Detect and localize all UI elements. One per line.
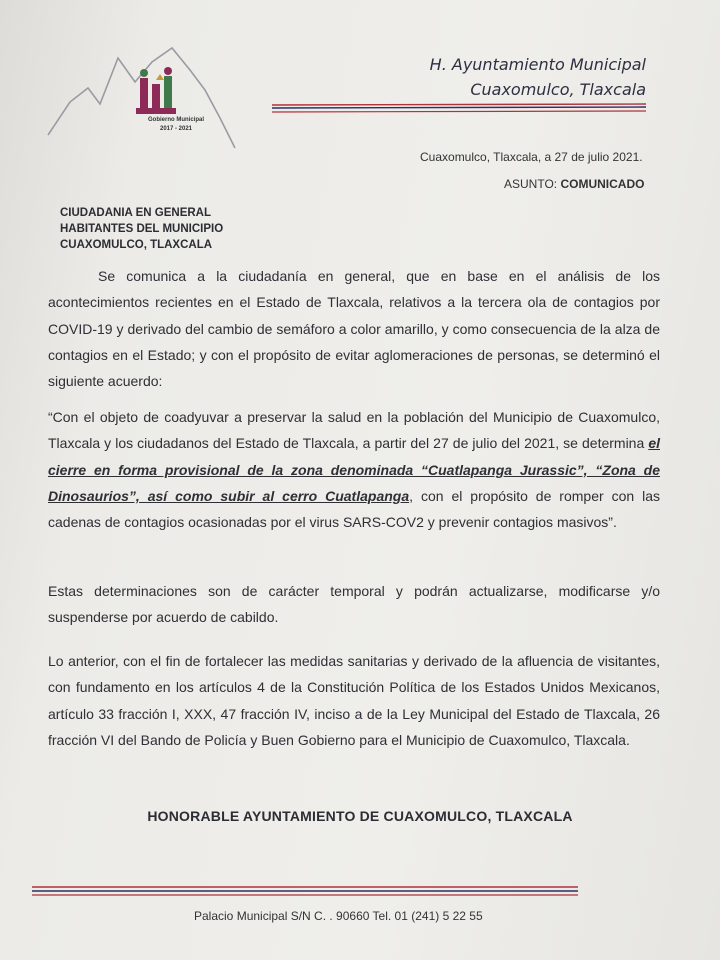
agreement-text-post: , con el propósito de romper con las cadenas de contagios ocasionadas por el virus SARS-COV2 y prevenir contagios masivos”. (48, 487, 660, 531)
addressee-block (60, 205, 223, 253)
logo-text-line2: 2017 - 2021 (159, 126, 193, 132)
place-date: Cuaxomulco, Tlaxcala, a 27 de julio 2021. (420, 150, 643, 164)
footer-address: Palacio Municipal S/N C. . 90660 Tel. 01 (241) 5 22 55 (194, 909, 483, 923)
subject-label: ASUNTO: (504, 177, 558, 191)
closing-signature: HONORABLE AYUNTAMIENTO DE CUAXOMULCO, TLAXCALA (147, 808, 573, 824)
paragraph-agreement (48, 404, 660, 535)
subject-value: COMUNICADO (560, 177, 645, 191)
letterhead-line1: H. Ayuntamiento Municipal (429, 55, 646, 74)
municipal-logo (40, 40, 240, 150)
addressee-line: CIUDADANIA EN GENERAL (60, 207, 211, 219)
paragraph-temporary: Estas determinaciones son de carácter temporal y podrán actualizarse, modificarse y/o suspenderse por acuerdo de cabildo. (48, 583, 660, 626)
mountain-logo-icon (40, 40, 240, 150)
letterhead-line2: Cuaxomulco, Tlaxcala (470, 80, 646, 99)
agreement-text-pre: “Con el objeto de coadyuvar a preservar la salud en la población del Municipio de Cuaxomulco, Tlaxcala y los ciudadanos del Estado de Tlaxcala, a partir del 27 de julio del 2021, se determina (48, 409, 660, 452)
logo-text-line1: Gobierno Municipal (147, 117, 204, 123)
paragraph-announcement: Se comunica a la ciudadanía en general, que en base en el análisis de los acontecimientos recientes en el Estado de Tlaxcala, relativos a la tercera ola de contagios por COVID-19 y derivado del cambio de semáforo a color amarillo, y como consecuencia de la alza de contagios en el Estado; y con el propósito de evitar aglomeraciones de personas, se determinó el siguiente acuerdo: (48, 268, 660, 390)
subject-line (504, 177, 644, 191)
header-rule (270, 102, 650, 116)
addressee-line: CUAXOMULCO, TLAXCALA (60, 239, 213, 251)
footer-rule (30, 884, 582, 898)
agreement-closure-emphasis: el cierre en forma provisional de la zona denominada “Cuatlapanga Jurassic”, “Zona de Dinosaurios”, así como subir al cerro Cuatlapanga (48, 435, 660, 504)
addressee-line: HABITANTES DEL MUNICIPIO (60, 223, 224, 235)
letterhead-title (430, 52, 646, 102)
paragraph-legal-basis: Lo anterior, con el fin de fortalecer las medidas sanitarias y derivado de la afluencia de visitantes, con fundamento en los artículos 4 de la Constitución Política de los Estados Unidos Mexicanos, artículo 33 fracción I, XXX, 47 fracción IV, inciso a de la Ley Municipal del Estado de Tlaxcala, 26 fracción VI del Bando de Policía y Buen Gobierno para el Municipio de Cuaxomulco, Tlaxcala. (48, 653, 660, 748)
